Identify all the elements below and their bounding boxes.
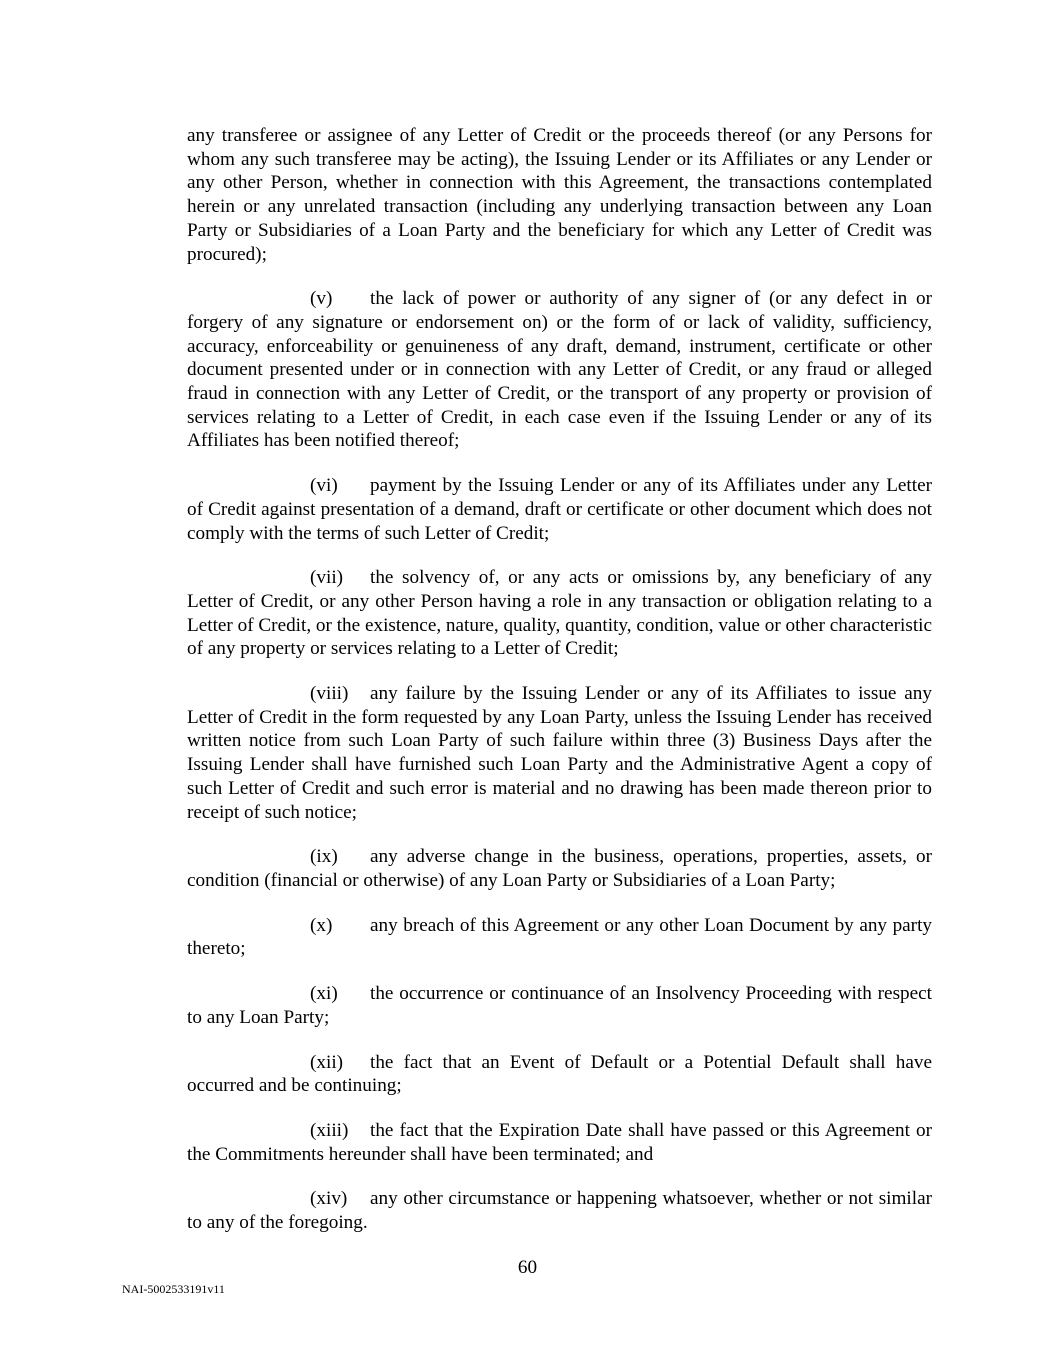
clause-vi xyxy=(187,474,932,545)
clause-text: payment by the Issuing Lender or any of its Affiliates under any Letter of Credit against presentation of a demand, draft or certificate or other document which does not comply with the terms of such Letter of Credit; xyxy=(187,475,932,544)
clause-text: the occurrence or continuance of an Insolvency Proceeding with respect to any Loan Party; xyxy=(187,983,932,1028)
intro-paragraph: any transferee or assignee of any Letter of Credit or the proceeds thereof (or any Persons for whom any such transferee may be acting), the Issuing Lender or its Affiliates or any Lender or any other Person, whether in connection with this Agreement, the transactions contemplated herein or any unrelated transaction (including any underlying transaction between any Loan Party or Subsidiaries of a Loan Party and the beneficiary for which any Letter of Credit was procured); xyxy=(187,125,932,265)
clause-text: any breach of this Agreement or any other Loan Document by any party thereto; xyxy=(187,914,932,960)
clause-number: (xii) xyxy=(310,1051,344,1073)
clause-number: (xiv) xyxy=(310,1188,348,1210)
clause-number: (vi) xyxy=(310,475,338,497)
clause-text: the fact that an Event of Default or a Potential Default shall have occurred and be continuing; xyxy=(187,1051,932,1097)
clause-xiii xyxy=(187,1119,932,1166)
clause-xiv xyxy=(187,1187,932,1234)
clause-v xyxy=(187,287,932,453)
page-number: 60 xyxy=(517,1257,538,1278)
clause-ix xyxy=(187,845,932,892)
clause-text: any other circumstance or happening whatsoever, whether or not similar to any of the foregoing. xyxy=(187,1188,932,1234)
clause-xi xyxy=(187,982,932,1029)
page-body xyxy=(187,124,932,1256)
clause-text: any adverse change in the business, operations, properties, assets, or condition (financial or otherwise) of any Loan Party or Subsidiaries of a Loan Party; xyxy=(187,846,932,891)
clause-text: any failure by the Issuing Lender or any of its Affiliates to issue any Letter of Credit in the form requested by any Loan Party, unless the Issuing Lender has received written notice from such Loan Party of such failure within three (3) Business Days after the Issuing Lender shall have furnished such Loan Party and the Administrative Agent a copy of such Letter of Credit and such error is material and no drawing has been made thereon prior to receipt of such notice; xyxy=(187,683,932,823)
clause-text: the solvency of, or any acts or omissions by, any beneficiary of any Letter of Credit, or any other Person having a role in any transaction or obligation relating to a Letter of Credit, or the existence, nature, quality, quantity, condition, value or other characteristic of any property or services relating to a Letter of Credit; xyxy=(187,567,933,660)
clause-vii xyxy=(187,566,932,661)
clause-number: (vii) xyxy=(310,567,344,589)
clause-number: (v) xyxy=(310,288,333,310)
clause-number: (xi) xyxy=(310,983,338,1005)
clause-xii xyxy=(187,1051,932,1098)
clause-text: the fact that the Expiration Date shall have passed or this Agreement or the Commitments hereunder shall have been terminated; and xyxy=(187,1119,932,1165)
clause-number: (viii) xyxy=(310,683,349,705)
document-id: NAI-5002533191v11 xyxy=(122,1282,225,1296)
clause-text: the lack of power or authority of any signer of (or any defect in or forgery of any signature or endorsement on) or the form of or lack of validity, sufficiency, accuracy, enforceability or genuineness of any draft, demand, instrument, certificate or other document presented under or in connection with any Letter of Credit, or any fraud or alleged fraud in connection with any Letter of Credit, or the transport of any property or provision of services relating to a Letter of Credit, in each case even if the Issuing Lender or any of its Affiliates has been notified thereof; xyxy=(187,288,932,452)
clause-number: (x) xyxy=(310,914,333,936)
clause-number: (ix) xyxy=(310,846,338,868)
clause-x xyxy=(187,914,932,961)
clause-number: (xiii) xyxy=(310,1119,349,1141)
clause-viii xyxy=(187,682,932,824)
